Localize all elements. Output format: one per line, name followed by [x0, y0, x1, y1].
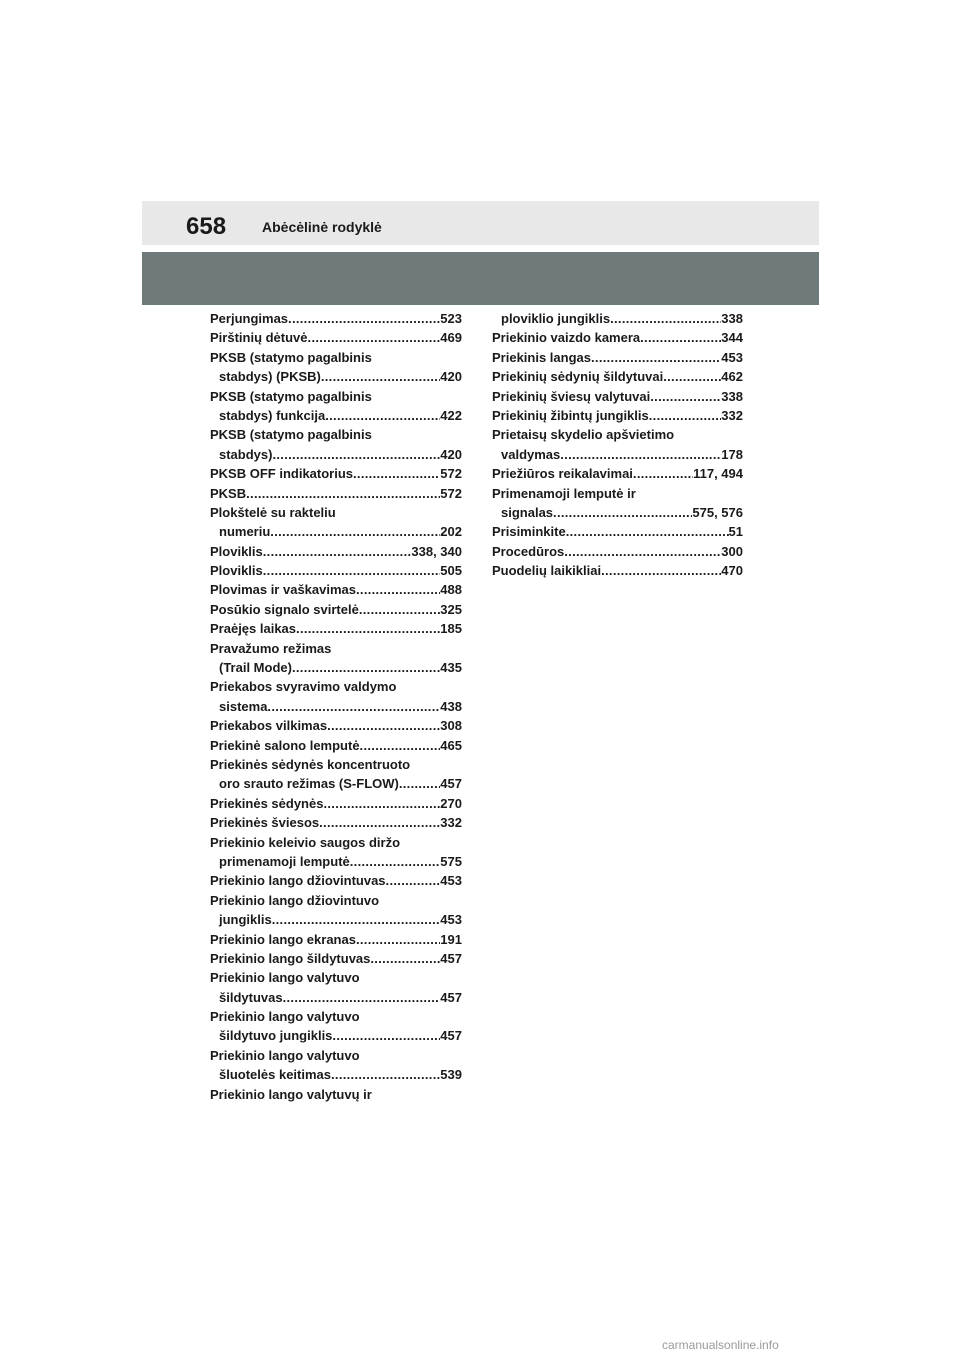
index-entry-label: Priekinio keleivio saugos diržo	[210, 834, 401, 850]
index-entry	[210, 871, 462, 890]
index-entry-label: Puodelių laikikliai	[492, 563, 602, 579]
dot-leader	[296, 619, 440, 638]
index-entry-label: PKSB (statymo pagalbinis	[210, 388, 372, 404]
dot-leader	[272, 445, 440, 464]
index-entry	[210, 949, 462, 968]
index-entry-page[interactable]: 332	[721, 407, 743, 423]
dot-leader	[267, 697, 440, 716]
dot-leader	[610, 309, 721, 328]
index-entry-label: Priekinių šviesų valytuvai	[492, 388, 651, 404]
index-entry-label: Priekinio lango džiovintuvo	[210, 892, 380, 908]
index-entry-label: Primenamoji lemputė ir	[492, 485, 636, 501]
index-entry	[210, 716, 462, 735]
index-entry-page[interactable]: 178	[721, 446, 743, 462]
index-entry	[492, 503, 743, 522]
index-entry-page[interactable]: 470	[721, 563, 743, 579]
dot-leader	[633, 464, 693, 483]
index-entry	[492, 328, 743, 347]
dot-leader	[323, 794, 440, 813]
index-entry	[492, 542, 743, 561]
index-entry-label: Priekinės sėdynės koncentruoto	[210, 756, 411, 772]
dot-leader	[650, 387, 721, 406]
index-entry	[210, 658, 462, 677]
index-entry-page[interactable]: 270	[440, 795, 462, 811]
index-entry-page[interactable]: 325	[440, 601, 462, 617]
dot-leader	[292, 658, 440, 677]
dot-leader	[591, 348, 721, 367]
index-entry-page[interactable]: 572	[440, 466, 462, 482]
dot-leader	[325, 406, 440, 425]
index-entry-page[interactable]: 575, 576	[692, 504, 743, 520]
index-entry-label: Procedūros	[492, 543, 565, 559]
index-entry-page[interactable]: 191	[440, 931, 462, 947]
index-entry	[210, 1085, 462, 1104]
index-entry-page[interactable]: 523	[440, 311, 462, 326]
index-entry	[210, 833, 462, 852]
index-entry-label: Ploviklis	[210, 543, 263, 559]
header-bar	[142, 201, 819, 245]
index-entry	[210, 930, 462, 949]
index-entry-page[interactable]: 465	[440, 737, 462, 753]
index-entry-page[interactable]: 422	[440, 407, 462, 423]
section-title: Abėcėlinė rodyklė	[262, 219, 382, 235]
index-entry-label: Priekabos vilkimas	[210, 718, 328, 734]
index-entry-label: sistema	[219, 698, 268, 714]
index-entry-label: Priekinė salono lemputė	[210, 737, 360, 753]
index-entry-page[interactable]: 338	[721, 388, 743, 404]
dot-leader	[356, 930, 440, 949]
index-entry-label: Praėjęs laikas	[210, 621, 297, 637]
index-entry-label: Priežiūros reikalavimai	[492, 466, 633, 482]
index-entry	[492, 484, 743, 503]
index-entry-page[interactable]: 308	[440, 718, 462, 734]
index-column-right	[492, 309, 743, 580]
index-entry-page[interactable]: 332	[440, 815, 462, 831]
index-entry	[210, 1007, 462, 1026]
index-entry	[210, 677, 462, 696]
index-entry-label: stabdys) funkcija	[219, 407, 326, 423]
index-entry	[210, 755, 462, 774]
index-entry	[210, 1065, 462, 1084]
dot-leader	[332, 1026, 440, 1045]
index-entry-label: stabdys)	[219, 446, 273, 462]
index-entry	[492, 464, 743, 483]
index-entry-page[interactable]: 488	[440, 582, 462, 598]
index-entry-page[interactable]: 505	[440, 563, 462, 579]
index-entry-page[interactable]: 338, 340	[411, 543, 462, 559]
index-entry	[492, 387, 743, 406]
dot-leader	[353, 464, 440, 483]
index-entry-label: Pirštinių dėtuvė	[210, 330, 308, 346]
index-entry-label: Priekinės šviesos	[210, 815, 320, 831]
index-entry-page[interactable]: 457	[440, 1028, 462, 1044]
index-entry-label: Priekinės sėdynės	[210, 795, 324, 811]
index-entry-label: jungiklis	[219, 912, 272, 928]
index-entry	[210, 445, 462, 464]
dot-leader	[601, 561, 721, 580]
index-entry	[210, 309, 462, 328]
index-entry	[210, 328, 462, 347]
index-entry-label: šildytuvo jungiklis	[219, 1028, 333, 1044]
dot-leader	[399, 774, 440, 793]
index-entry-label: Ploviklis	[210, 563, 263, 579]
index-entry-label: PKSB OFF indikatorius	[210, 466, 354, 482]
index-entry-page[interactable]: 457	[440, 950, 462, 966]
index-entry-label: Priekinio lango valytuvų ir	[210, 1086, 372, 1102]
index-entry	[210, 503, 462, 522]
index-entry-label: Priekinio lango ekranas	[210, 931, 356, 947]
index-entry-label: šluotelės keitimas	[219, 1067, 331, 1083]
index-entry-label: Priekinio lango valytuvo	[210, 970, 360, 986]
index-entry	[492, 406, 743, 425]
index-entry	[492, 445, 743, 464]
index-entry-label: oro srauto režimas (S-FLOW)	[219, 776, 399, 792]
index-entry	[210, 464, 462, 483]
index-entry-label: Prisiminkite	[492, 524, 566, 540]
index-entry	[210, 367, 462, 386]
index-entry-label: Posūkio signalo svirtelė	[210, 601, 359, 617]
index-entry-label: Plokštelė su rakteliu	[210, 504, 336, 520]
index-entry-label: PKSB	[210, 485, 247, 501]
index-entry	[210, 968, 462, 987]
index-entry	[210, 639, 462, 658]
index-entry-label: Prietaisų skydelio apšvietimo	[492, 427, 675, 443]
index-entry	[210, 988, 462, 1007]
index-entry-page[interactable]: 457	[440, 776, 462, 792]
index-entry	[492, 425, 743, 444]
index-entry	[210, 697, 462, 716]
dot-leader	[327, 716, 440, 735]
dot-leader	[359, 600, 440, 619]
index-entry	[210, 619, 462, 638]
index-entry	[210, 600, 462, 619]
index-entry	[210, 387, 462, 406]
dot-leader	[283, 988, 441, 1007]
index-entry-page[interactable]: 457	[440, 989, 462, 1005]
dot-leader	[356, 580, 440, 599]
dot-leader	[246, 484, 440, 503]
index-entry-label: Priekinių žibintų jungiklis	[492, 407, 649, 423]
dot-leader	[319, 813, 440, 832]
index-entry	[210, 348, 462, 367]
index-entry	[210, 542, 462, 561]
index-entry-label: Priekinio lango šildytuvas	[210, 950, 371, 966]
index-entry-page[interactable]: 420	[440, 446, 462, 462]
dot-leader	[321, 367, 440, 386]
dot-leader	[263, 561, 441, 580]
index-entry-page[interactable]: 539	[440, 1067, 462, 1083]
index-entry	[492, 309, 743, 328]
index-entry	[210, 580, 462, 599]
index-entry-page[interactable]: 300	[721, 543, 743, 559]
index-entry	[492, 367, 743, 386]
index-entry-page[interactable]: 453	[721, 349, 743, 365]
index-entry	[210, 774, 462, 793]
index-entry-label: PKSB (statymo pagalbinis	[210, 349, 372, 365]
index-entry	[210, 561, 462, 580]
index-entry-label: primenamoji lemputė	[219, 853, 350, 869]
index-entry-page[interactable]: 435	[440, 660, 462, 676]
dot-leader	[564, 542, 721, 561]
index-entry-label: Priekinio lango džiovintuvas	[210, 873, 386, 889]
dot-leader	[350, 852, 441, 871]
dot-leader	[288, 309, 440, 328]
index-entry	[492, 348, 743, 367]
index-entry-page[interactable]: 185	[440, 621, 462, 637]
index-entry-page[interactable]: 572	[440, 485, 462, 501]
index-entry-label: Pravažumo režimas	[210, 640, 332, 656]
index-entry-label: (Trail Mode)	[219, 660, 292, 676]
index-entry-label: Priekinio vaizdo kamera	[492, 330, 641, 346]
index-entry-page[interactable]: 462	[721, 369, 743, 385]
dot-leader	[331, 1065, 440, 1084]
index-entry-page[interactable]: 575	[440, 853, 462, 869]
dot-leader	[640, 328, 721, 347]
dot-leader	[386, 871, 441, 890]
section-band	[142, 252, 819, 305]
index-entry-page[interactable]: 438	[440, 698, 462, 714]
index-entry	[210, 484, 462, 503]
index-entry-label: valdymas	[501, 446, 561, 462]
index-entry-page[interactable]: 453	[440, 912, 462, 928]
index-entry	[210, 406, 462, 425]
footer-watermark: carmanualsonline.info	[662, 1338, 779, 1352]
index-entry-page[interactable]: 344	[721, 330, 743, 346]
dot-leader	[360, 736, 441, 755]
index-entry-label: Priekinio lango valytuvo	[210, 1009, 360, 1025]
index-entry	[210, 1026, 462, 1045]
index-entry-page[interactable]: 420	[440, 369, 462, 385]
page-number: 658	[186, 213, 227, 240]
index-entry-label: PKSB (statymo pagalbinis	[210, 427, 372, 443]
index-entry-page[interactable]: 453	[440, 873, 462, 889]
index-entry-page[interactable]: 338	[721, 311, 743, 326]
index-entry-label: Priekinis langas	[492, 349, 591, 365]
dot-leader	[663, 367, 721, 386]
index-entry-page[interactable]: 202	[440, 524, 462, 540]
dot-leader	[553, 503, 692, 522]
dot-leader	[308, 328, 441, 347]
index-entry-label: Priekinių sėdynių šildytuvai	[492, 369, 664, 385]
dot-leader	[560, 445, 721, 464]
index-entry-label: Priekinio lango valytuvo	[210, 1047, 360, 1063]
index-entry-page[interactable]: 469	[440, 330, 462, 346]
index-entry-page[interactable]: 51	[728, 524, 743, 540]
dot-leader	[272, 910, 441, 929]
index-entry	[210, 736, 462, 755]
index-entry-label: ploviklio jungiklis	[501, 311, 611, 326]
index-entry	[492, 561, 743, 580]
dot-leader	[566, 522, 729, 541]
index-entry-label: Priekabos svyravimo valdymo	[210, 679, 397, 695]
index-entry	[492, 522, 743, 541]
index-entry-label: numeriu	[219, 524, 271, 540]
index-entry-label: šildytuvas	[219, 989, 283, 1005]
index-column-left	[210, 309, 462, 1104]
dot-leader	[649, 406, 722, 425]
dot-leader	[263, 542, 412, 561]
index-entry	[210, 1046, 462, 1065]
index-entry-label: signalas	[501, 504, 554, 520]
index-entry	[210, 522, 462, 541]
index-entry	[210, 794, 462, 813]
index-entry	[210, 813, 462, 832]
index-entry-label: Plovimas ir vaškavimas	[210, 582, 356, 598]
index-entry	[210, 852, 462, 871]
index-entry-label: Perjungimas	[210, 311, 289, 326]
index-entry	[210, 425, 462, 444]
index-entry-label: stabdys) (PKSB)	[219, 369, 321, 385]
dot-leader	[370, 949, 440, 968]
index-entry	[210, 891, 462, 910]
dot-leader	[270, 522, 440, 541]
index-entry-page[interactable]: 117, 494	[693, 466, 743, 482]
index-entry	[210, 910, 462, 929]
